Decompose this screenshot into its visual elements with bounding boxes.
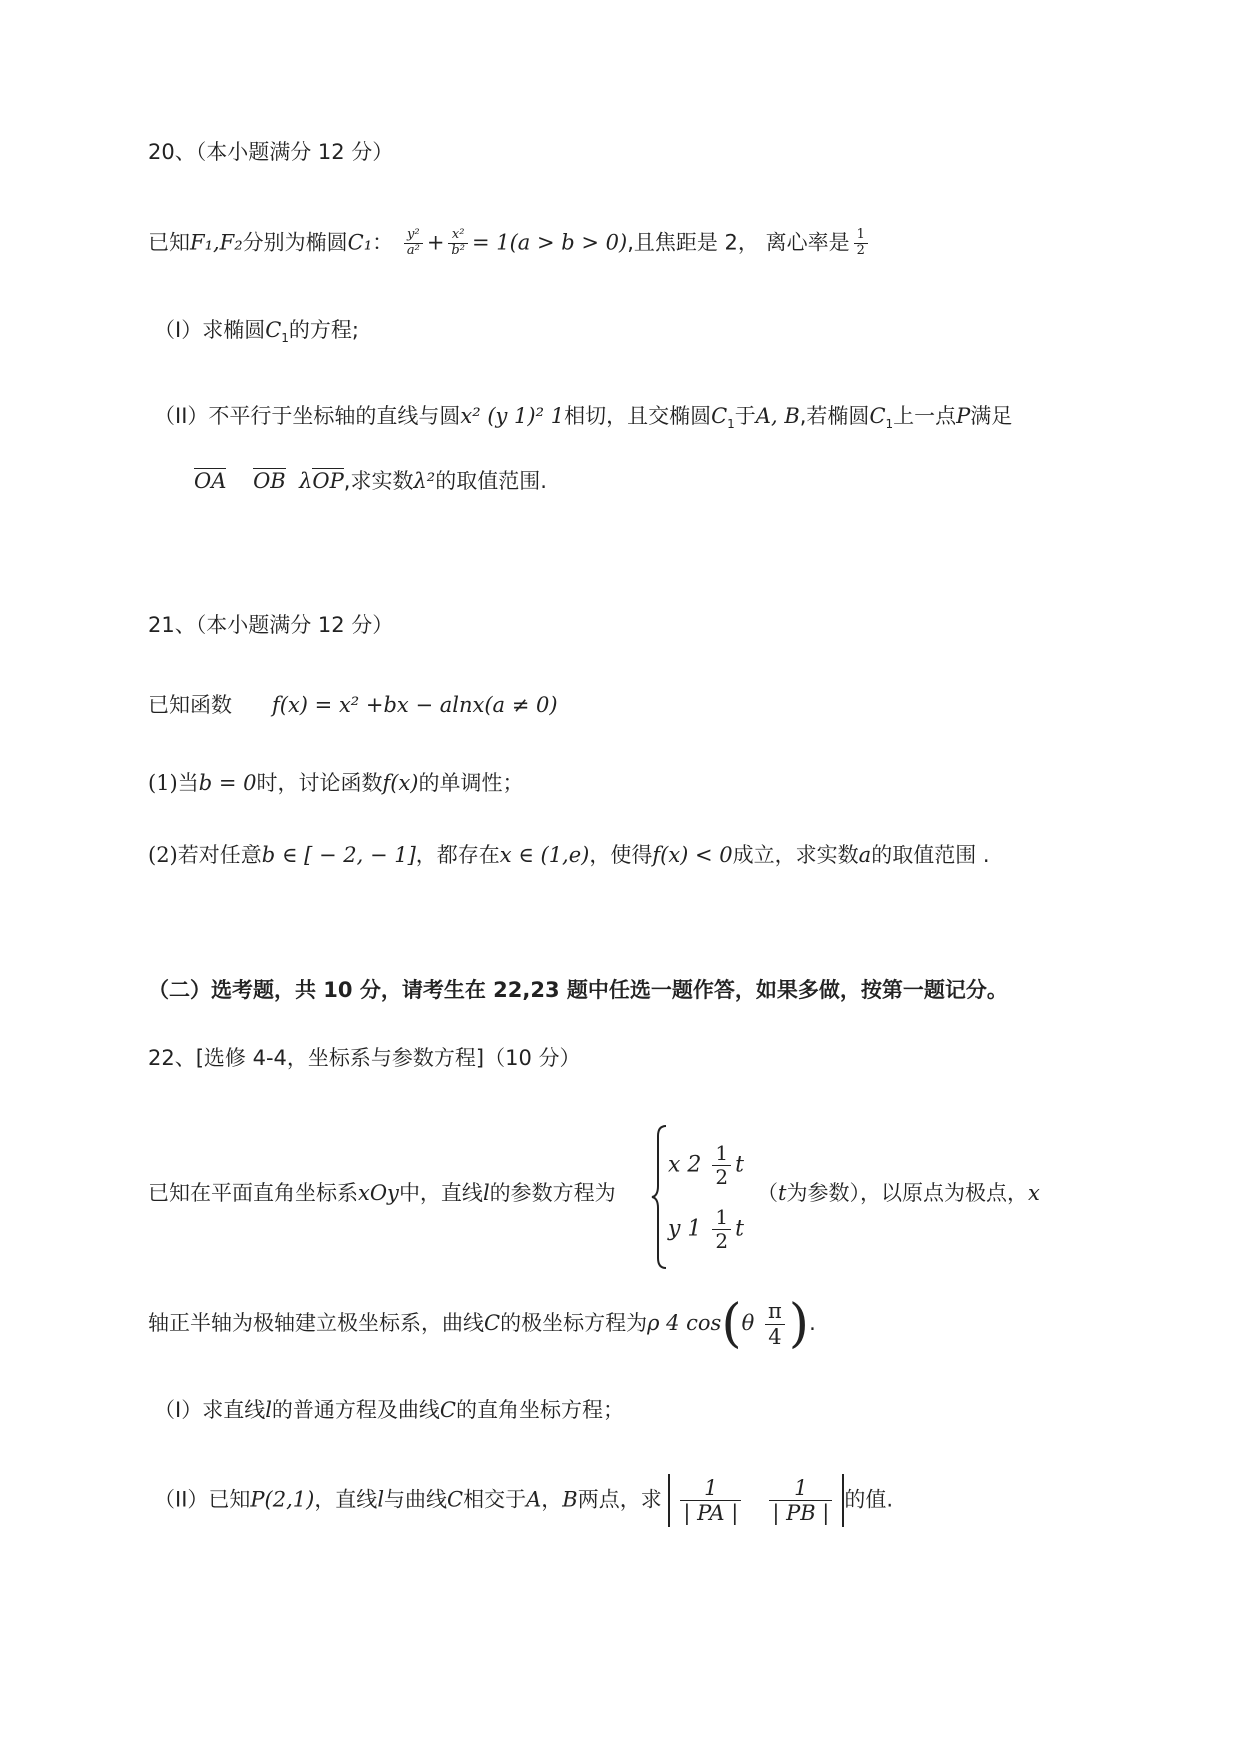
q20-intro: 已知F₁,F₂分别为椭圆C₁： $\frac{\text{y²}}{\text{a²}}$ + $\frac{\text{x²}}{\text{b²}}$ = 1(a > b > 0),且焦距是 2， 离心率是 $\frac{1}{2}$ — [148, 228, 872, 259]
q21-intro: 已知函数 f(x) = x² +bx − alnx(a ≠ 0) — [148, 693, 558, 717]
q22-polar: 轴正半轴为极轴建立极坐标系，曲线C的极坐标方程为ρ 4 cos(θ $\frac{\pi}{4}$ ). — [148, 1294, 816, 1354]
q21-header: 21、（本小题满分 12 分） — [148, 613, 394, 637]
q22-intro: 已知在平面直角坐标系xOy中，直线l的参数方程为 （t为参数），以原点为极点，x — [148, 1181, 1040, 1205]
parametric-system: x 2 $\frac{1}{2}$ t y 1 $\frac{1}{2}$ t — [650, 1124, 770, 1270]
q20-part1: （I）求椭圆$C_1$的方程; — [154, 318, 359, 346]
left-brace-icon — [650, 1124, 670, 1270]
q22-part1: （I）求直线l的普通方程及曲线C的直角坐标方程； — [154, 1398, 624, 1422]
q22-header: 22、[选修 4-4，坐标系与参数方程]（10 分） — [148, 1046, 581, 1070]
section-2-heading: （二）选考题，共 10 分，请考生在 22,23 题中任选一题作答，如果多做，按第一题记分。 — [148, 978, 1008, 1002]
q20-part2-cont: OA OB λOP,求实数λ²的取值范围. — [194, 469, 547, 493]
q20-header: 20、（本小题满分 12 分） — [148, 140, 394, 164]
q21-part2: (2)若对任意b ∈ [ − 2, − 1]，都存在x ∈ (1,e)，使得f(x) < 0成立，求实数a的取值范围 . — [148, 843, 990, 867]
q20-part2: （II）不平行于坐标轴的直线与圆x² (y 1)² 1相切，且交椭圆$C_1$于A, B,若椭圆$C_1$上一点P满足 — [154, 404, 1013, 432]
q22-part2: （II）已知P(2,1)，直线l与曲线C相交于A，B两点，求 $\frac{1}{| PA |}$ $\frac{1}{| PB |}$ 的值. — [154, 1474, 893, 1527]
q21-part1: (1)当b = 0时，讨论函数f(x)的单调性； — [148, 771, 524, 795]
